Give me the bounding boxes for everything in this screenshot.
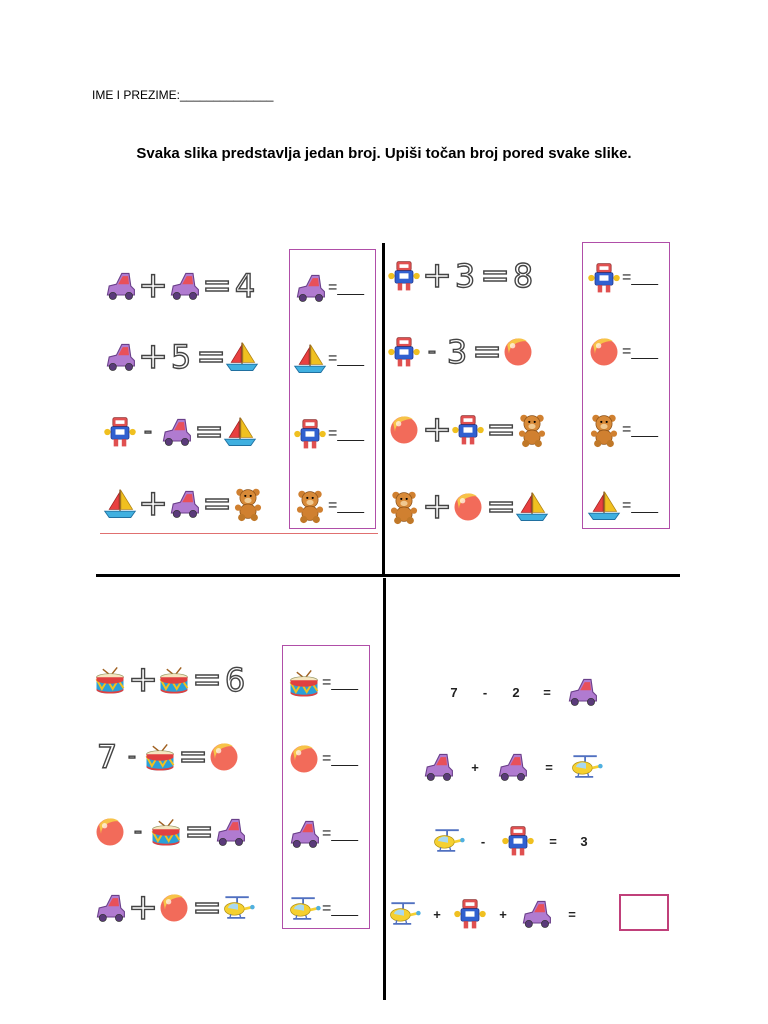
- equals-sign: =: [202, 483, 233, 524]
- horizontal-divider: [96, 574, 680, 577]
- final-answer-box[interactable]: [619, 894, 669, 931]
- answer-row: [286, 659, 358, 707]
- plus-sign: +: [128, 659, 159, 700]
- drum-icon: [286, 665, 322, 701]
- ball-icon: [450, 489, 486, 525]
- helicopter-icon: [220, 890, 256, 926]
- teddy-bear-icon: [586, 412, 622, 448]
- drum-icon: [148, 814, 184, 850]
- equation-row: [102, 333, 260, 381]
- helicopter-icon: [430, 823, 466, 859]
- robot-icon: [386, 258, 422, 294]
- answer-blank[interactable]: =___: [328, 279, 365, 296]
- sailboat-icon: [222, 414, 258, 450]
- equation-row: [386, 890, 590, 938]
- answer-blank[interactable]: =___: [328, 497, 365, 514]
- equals-sign: =: [486, 486, 517, 527]
- answer-row: [286, 885, 358, 933]
- robot-icon: [500, 823, 536, 859]
- number: 6: [224, 661, 246, 699]
- plus-sign: +: [128, 887, 159, 928]
- equation-row: [102, 408, 258, 456]
- equals-sign: =: [545, 759, 553, 775]
- robot-icon: [586, 260, 622, 296]
- answer-row: [586, 406, 658, 454]
- answer-blank[interactable]: =___: [622, 497, 659, 514]
- instruction-heading: Svaka slika predstavlja jedan broj. Upiši točan broj pored svake slike.: [136, 145, 632, 162]
- toy-car-icon: [102, 339, 138, 375]
- toy-car-icon: [286, 816, 322, 852]
- toy-car-icon: [212, 814, 248, 850]
- number: 3: [454, 257, 476, 295]
- equals-sign: =: [192, 887, 223, 928]
- helicopter-icon: [286, 891, 322, 927]
- plus-sign: +: [422, 409, 453, 450]
- teddy-bear-icon: [292, 488, 328, 524]
- equals-sign: =: [486, 409, 517, 450]
- teddy-bear-icon: [386, 489, 422, 525]
- answer-row: [586, 328, 658, 376]
- sailboat-icon: [292, 341, 328, 377]
- equals-sign: =: [178, 736, 209, 777]
- robot-icon: [450, 412, 486, 448]
- toy-car-icon: [102, 268, 138, 304]
- minus-sign: -: [428, 339, 436, 364]
- toy-car-icon: [494, 749, 530, 785]
- equals-sign: =: [480, 255, 511, 296]
- answer-blank[interactable]: =___: [322, 900, 359, 917]
- equals-sign: =: [194, 411, 225, 452]
- plus-sign: +: [422, 255, 453, 296]
- equation-row: [440, 668, 600, 716]
- minus-sign: -: [480, 833, 486, 849]
- equation-row: [386, 483, 550, 531]
- ball-icon: [92, 814, 128, 850]
- answer-row: [292, 335, 364, 383]
- plus-sign: +: [138, 483, 169, 524]
- equals-sign: =: [543, 684, 551, 700]
- teddy-bear-icon: [230, 486, 266, 522]
- number: 8: [512, 257, 534, 295]
- sailboat-icon: [514, 489, 550, 525]
- minus-sign: -: [134, 819, 142, 844]
- answer-blank[interactable]: =___: [322, 674, 359, 691]
- helicopter-icon: [568, 749, 604, 785]
- vertical-divider-top: [382, 243, 385, 575]
- answer-row: [586, 482, 658, 530]
- equation-row: [92, 733, 242, 781]
- number: 3: [446, 333, 468, 371]
- minus-sign: -: [144, 419, 152, 444]
- equals-sign: =: [196, 336, 227, 377]
- plus-sign: +: [138, 336, 169, 377]
- ball-icon: [386, 412, 422, 448]
- equation-row: [386, 328, 536, 376]
- number: 5: [170, 338, 192, 376]
- minus-sign: -: [482, 684, 488, 700]
- answer-row: [286, 735, 358, 783]
- ball-icon: [586, 334, 622, 370]
- number: 2: [512, 684, 520, 700]
- plus-sign: +: [499, 906, 507, 922]
- toy-car-icon: [166, 268, 202, 304]
- equals-sign: =: [549, 833, 557, 849]
- ball-icon: [206, 739, 242, 775]
- plus-sign: +: [471, 759, 479, 775]
- toy-car-icon: [166, 486, 202, 522]
- answer-blank[interactable]: =___: [622, 269, 659, 286]
- toy-car-icon: [158, 414, 194, 450]
- ball-icon: [286, 741, 322, 777]
- answer-row: [292, 410, 364, 458]
- number: 4: [234, 267, 256, 305]
- equals-sign: =: [568, 906, 576, 922]
- toy-car-icon: [518, 896, 554, 932]
- sailboat-icon: [102, 486, 138, 522]
- number: 3: [580, 833, 588, 849]
- plus-sign: +: [138, 265, 169, 306]
- sailboat-icon: [224, 339, 260, 375]
- minus-sign: -: [128, 744, 136, 769]
- equation-row: [92, 884, 256, 932]
- answer-blank[interactable]: =___: [322, 750, 359, 767]
- ball-icon: [500, 334, 536, 370]
- answer-blank[interactable]: =___: [622, 421, 659, 438]
- answer-row: [286, 810, 358, 858]
- name-field-label: IME I PREZIME:______________: [92, 88, 274, 102]
- equals-sign: =: [202, 265, 233, 306]
- equals-sign: =: [192, 659, 223, 700]
- equation-row: [386, 406, 550, 454]
- drum-icon: [142, 739, 178, 775]
- toy-car-icon: [92, 890, 128, 926]
- ball-icon: [156, 890, 192, 926]
- robot-icon: [102, 414, 138, 450]
- equation-row: [420, 743, 604, 791]
- answer-blank[interactable]: =___: [328, 350, 365, 367]
- robot-icon: [292, 416, 328, 452]
- drum-icon: [92, 662, 128, 698]
- plus-sign: +: [422, 486, 453, 527]
- equation-row: [430, 817, 598, 865]
- sailboat-icon: [586, 488, 622, 524]
- equals-sign: =: [184, 811, 215, 852]
- robot-icon: [386, 334, 422, 370]
- teddy-bear-icon: [514, 412, 550, 448]
- red-underline: [100, 533, 378, 534]
- equation-row: [92, 808, 248, 856]
- toy-car-icon: [292, 270, 328, 306]
- number: 7: [450, 684, 458, 700]
- helicopter-icon: [386, 896, 422, 932]
- answer-blank[interactable]: =___: [328, 425, 365, 442]
- answer-row: [292, 264, 364, 312]
- drum-icon: [156, 662, 192, 698]
- answer-row: [292, 482, 364, 530]
- answer-blank[interactable]: =___: [322, 825, 359, 842]
- answer-blank[interactable]: =___: [622, 343, 659, 360]
- answer-row: [586, 254, 658, 302]
- equation-row: [92, 656, 250, 704]
- robot-icon: [452, 896, 488, 932]
- number: 7: [96, 738, 118, 776]
- toy-car-icon: [564, 674, 600, 710]
- toy-car-icon: [420, 749, 456, 785]
- equation-row: [102, 262, 260, 310]
- equals-sign: =: [472, 331, 503, 372]
- equation-row: [386, 252, 538, 300]
- plus-sign: +: [433, 906, 441, 922]
- equation-row: [102, 480, 266, 528]
